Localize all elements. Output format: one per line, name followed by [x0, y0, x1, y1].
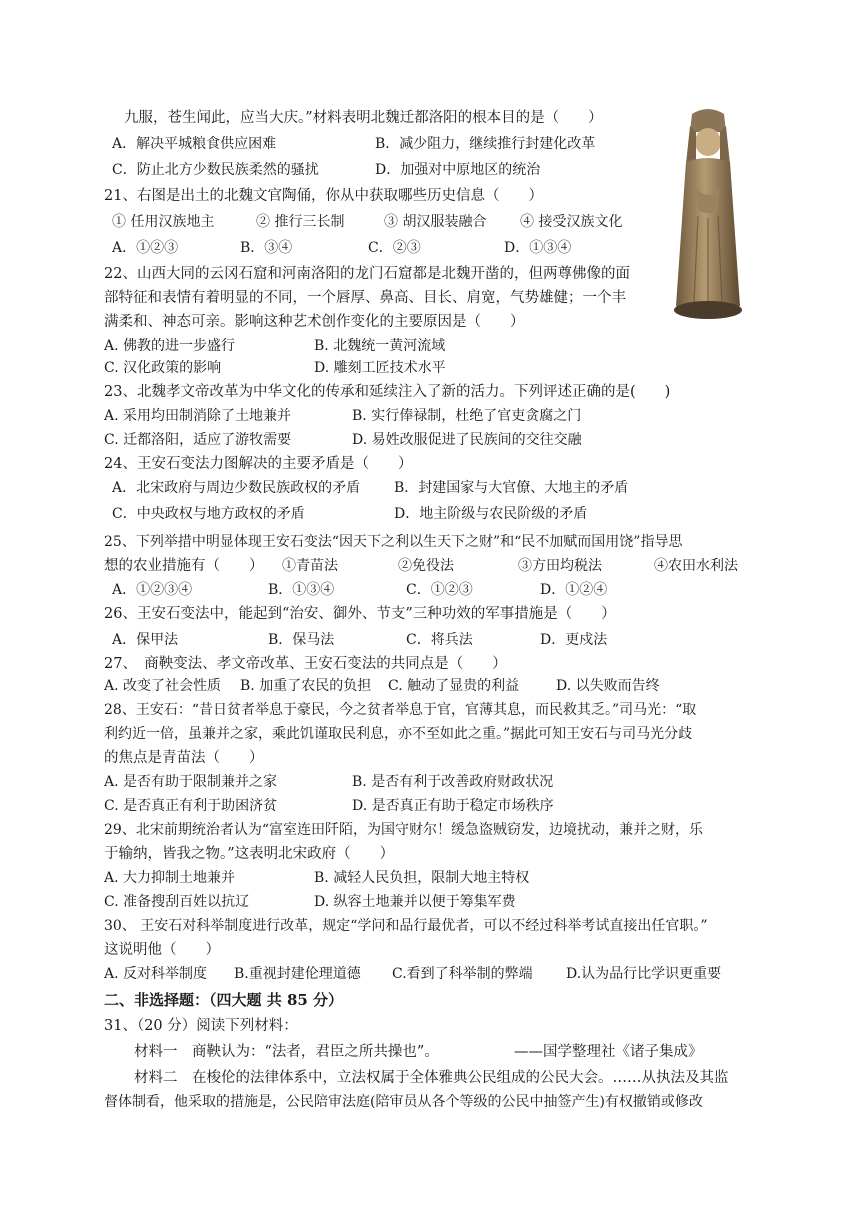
- q25-option-d: D．①②④: [540, 582, 608, 598]
- q25-item-4: ④农田水利法: [654, 558, 738, 574]
- q25-option-b: B．①③④: [268, 582, 335, 598]
- q21-option-b: B．③④: [240, 240, 293, 256]
- q28-option-c: C. 是否真正有利于助困济贫: [104, 798, 278, 814]
- q21-stem: 21、右图是出土的北魏文官陶俑，你从中获取哪些历史信息（ ）: [104, 188, 543, 204]
- q30-option-b: B.重视封建伦理道德: [234, 966, 361, 982]
- q26-option-a: A．保甲法: [112, 632, 179, 648]
- q23-option-c: C. 迁都洛阳，适应了游牧需要: [104, 432, 292, 448]
- q25-item-1: ①青苗法: [282, 558, 338, 574]
- q20-stem: 九服，苍生闻此，应当大庆。”材料表明北魏迁都洛阳的根本目的是（ ）: [124, 110, 603, 126]
- q25-item-3: ③方田均税法: [518, 558, 602, 574]
- q27-option-a: A. 改变了社会性质: [104, 678, 222, 694]
- q22-option-d: D. 雕刻工匠技术水平: [314, 360, 446, 376]
- q29-stem-line-1: 29、北宋前期统治者认为“富室连田阡陌，为国守财尔！缓急盗贼窃发，边境扰动，兼并之财，乐: [104, 822, 703, 838]
- q22-stem-line-2: 部特征和表情有着明显的不同，一个唇厚、鼻高、目长、肩宽，气势雄健；一个丰: [104, 290, 626, 306]
- q21-option-a: A．①②③: [112, 240, 179, 256]
- q22-stem-line-1: 22、山西大同的云冈石窟和河南洛阳的龙门石窟都是北魏开凿的，但两尊佛像的面: [104, 266, 630, 282]
- q21-option-d: D．①③④: [504, 240, 572, 256]
- q28-option-a: A. 是否有助于限制兼并之家: [104, 774, 278, 790]
- q24-option-c: C．中央政权与地方政权的矛盾: [112, 506, 305, 522]
- q24-stem: 24、王安石变法力图解决的主要矛盾是（ ）: [104, 456, 413, 472]
- q22-option-b: B. 北魏统一黄河流域: [314, 338, 446, 354]
- q26-option-c: C．将兵法: [406, 632, 473, 648]
- q25-item-2: ②免役法: [398, 558, 454, 574]
- q27-stem: 27、 商鞅变法、孝文帝改革、王安石变法的共同点是（ ）: [104, 656, 507, 672]
- q21-item-1: ① 任用汉族地主: [112, 214, 215, 230]
- q23-option-d: D. 易姓改服促进了民族间的交往交融: [352, 432, 582, 448]
- q28-option-d: D. 是否真正有助于稳定市场秩序: [352, 798, 554, 814]
- figurine-image: [668, 106, 748, 324]
- q23-option-b: B. 实行俸禄制，杜绝了官吏贪腐之门: [352, 408, 582, 424]
- q24-option-b: B．封建国家与大官僚、大地主的矛盾: [394, 480, 629, 496]
- q20-option-b: B．减少阻力，继续推行封建化改革: [375, 136, 596, 152]
- q22-option-a: A. 佛教的进一步盛行: [104, 338, 236, 354]
- q24-option-a: A．北宋政府与周边少数民族政权的矛盾: [112, 480, 361, 496]
- q27-option-d: D. 以失败而告终: [556, 678, 660, 694]
- q31-material-1-source: ——国学整理社《诸子集成》: [514, 1044, 703, 1060]
- q22-stem-line-3: 满柔和、神态可亲。影响这种艺术创作变化的主要原因是（ ）: [104, 314, 525, 330]
- q20-option-a: A．解决平城粮食供应困难: [112, 136, 277, 152]
- q27-option-c: C. 触动了显贵的利益: [388, 678, 520, 694]
- q31-material-2-line-2: 督体制看，他采取的措施是，公民陪审法庭(陪审员从各个等级的公民中抽签产生)有权撤销或修改: [104, 1094, 703, 1110]
- q26-stem: 26、王安石变法中，能起到“治安、御外、节支”三种功效的军事措施是（ ）: [104, 606, 616, 622]
- q28-stem-line-2: 利约近一倍，虽兼并之家，乘此饥谨取民利息，亦不至如此之重。”据此可知王安石与司马光分歧: [104, 726, 693, 742]
- q22-option-c: C. 汉化政策的影响: [104, 360, 222, 376]
- q31-material-2-line-1: 材料二 在梭伦的法律体系中，立法权属于全体雅典公民组成的公民大会。……从执法及其监: [134, 1070, 729, 1086]
- q29-option-b: B. 减轻人民负担，限制大地主特权: [314, 870, 530, 886]
- q25-stem-line-1: 25、下列举措中明显体现王安石变法“因天下之利以生天下之财”和“民不加赋而国用饶”指导思: [104, 534, 683, 550]
- q28-stem-line-3: 的焦点是青苗法（ ）: [104, 750, 264, 766]
- q28-stem-line-1: 28、王安石：“昔日贫者举息于豪民，今之贫者举息于官，官薄其息，而民救其乏。”司马光：“取: [104, 702, 697, 718]
- q30-stem-line-1: 30、 王安石对科举制度进行改革，规定“学问和品行最优者，可以不经过科举考试直接出任官职。”: [104, 918, 708, 934]
- q26-option-d: D．更戍法: [540, 632, 608, 648]
- q21-option-c: C．②③: [368, 240, 421, 256]
- q27-option-b: B. 加重了农民的负担: [240, 678, 372, 694]
- q30-option-d: D.认为品行比学识更重要: [566, 966, 722, 982]
- q26-option-b: B．保马法: [268, 632, 335, 648]
- q25-stem-line-2: 想的农业措施有（ ）: [104, 558, 264, 574]
- q23-stem: 23、北魏孝文帝改革为中华文化的传承和延续注入了新的活力。下列评述正确的是( ): [104, 384, 671, 400]
- q20-option-c: C．防止北方少数民族柔然的骚扰: [112, 162, 319, 178]
- q25-option-c: C．①②③: [406, 582, 473, 598]
- q24-option-d: D．地主阶级与农民阶级的矛盾: [394, 506, 588, 522]
- q31-stem: 31、（20 分）阅读下列材料：: [104, 1018, 298, 1034]
- q25-option-a: A．①②③④: [112, 582, 193, 598]
- q29-option-d: D. 纵容土地兼并以便于筹集军费: [314, 894, 516, 910]
- q29-option-a: A. 大力抑制土地兼并: [104, 870, 236, 886]
- section-heading: 二、非选择题：（四大题 共 85 分）: [104, 991, 344, 1009]
- q31-material-1: 材料一 商鞅认为：“法者，君臣之所共操也”。: [134, 1044, 439, 1060]
- q20-option-d: D．加强对中原地区的统治: [375, 162, 541, 178]
- q21-item-3: ③ 胡汉服装融合: [384, 214, 487, 230]
- q30-option-a: A. 反对科举制度: [104, 966, 208, 982]
- q29-option-c: C. 准备搜刮百姓以抗辽: [104, 894, 250, 910]
- q28-option-b: B. 是否有利于改善政府财政状况: [352, 774, 554, 790]
- q30-stem-line-2: 这说明他（ ）: [104, 942, 220, 958]
- q30-option-c: C.看到了科举制的弊端: [392, 966, 533, 982]
- q23-option-a: A. 采用均田制消除了土地兼并: [104, 408, 292, 424]
- q21-item-2: ② 推行三长制: [256, 214, 345, 230]
- q21-item-4: ④ 接受汉族文化: [520, 214, 623, 230]
- q29-stem-line-2: 于输纳，皆我之物。”这表明北宋政府（ ）: [104, 846, 395, 862]
